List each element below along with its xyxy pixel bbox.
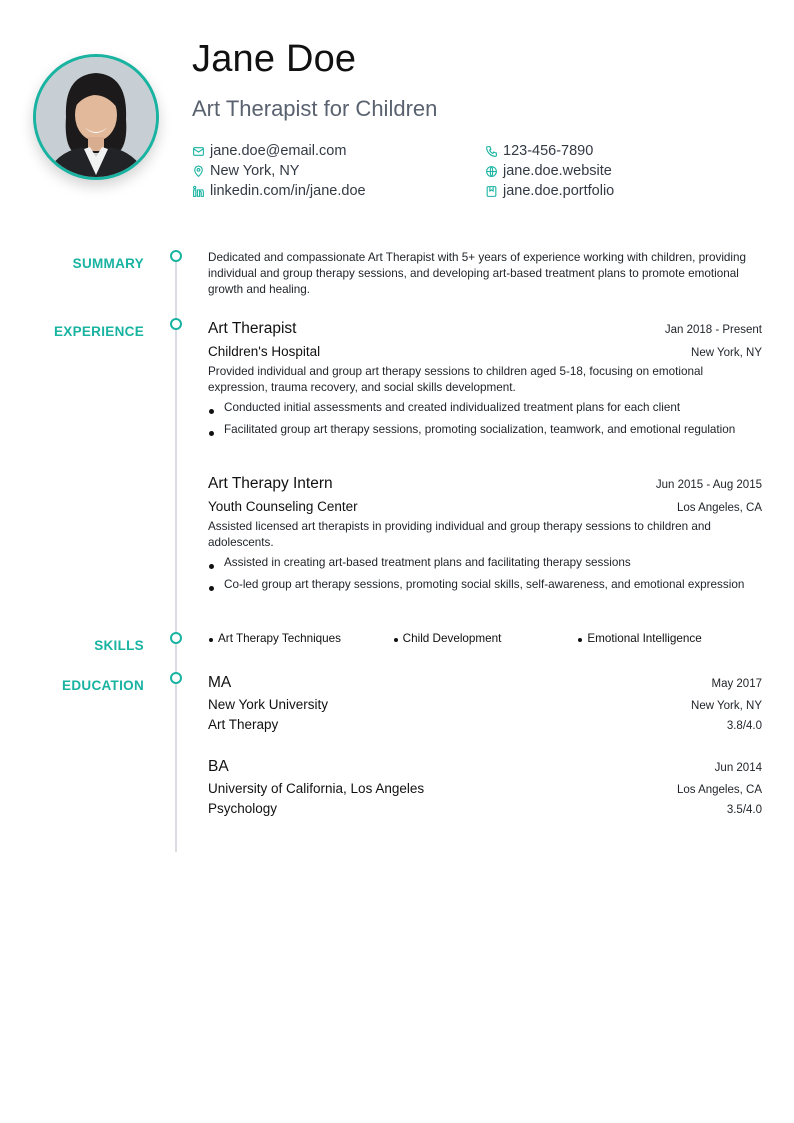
job-bullets — [208, 555, 762, 593]
gpa: 3.5/4.0 — [726, 804, 762, 816]
graduation-date: May 2017 — [711, 678, 762, 690]
contact-email[interactable] — [192, 143, 346, 159]
job-bullet: Facilitated group art therapy sessions, promoting socialization, teamwork, and emotional regulation — [208, 422, 762, 438]
job-location: Los Angeles, CA — [676, 502, 762, 514]
section-label-summary: SUMMARY — [72, 256, 144, 271]
timeline-dot-summary — [170, 250, 182, 262]
portrait-image — [36, 57, 156, 177]
school-location: Los Angeles, CA — [676, 784, 762, 796]
skills-section — [208, 632, 762, 645]
timeline-line — [175, 258, 177, 852]
school-name: New York University — [208, 697, 329, 712]
mail-icon — [192, 145, 205, 158]
portfolio-text: jane.doe.portfolio — [503, 183, 615, 199]
email-text: jane.doe@email.com — [210, 143, 347, 159]
job-bullet: Co-led group art therapy sessions, promoting social skills, self-awareness, and emotional expression — [208, 577, 762, 593]
job-bullet: Conducted initial assessments and created individualized treatment plans for each client — [208, 400, 762, 416]
field-of-study: Art Therapy — [208, 717, 279, 732]
map-pin-icon — [192, 165, 205, 178]
section-label-education: EDUCATION — [62, 678, 144, 693]
skill-item: Art Therapy Techniques — [208, 632, 393, 645]
timeline-dot-experience — [170, 318, 182, 330]
summary-text: Dedicated and compassionate Art Therapist with 5+ years of experience working with children, providing individual and group therapy sessions, and developing art-based treatment plans to promote emotional growth and healing. — [208, 251, 747, 296]
summary-section — [208, 250, 762, 298]
graduation-date: Jun 2014 — [714, 762, 762, 774]
linkedin-text: linkedin.com/in/jane.doe — [210, 183, 366, 199]
degree: MA — [208, 674, 232, 691]
job-description: Assisted licensed art therapists in providing individual and group therapy sessions to children and adolescents. — [208, 520, 711, 549]
company-name: Youth Counseling Center — [208, 499, 358, 514]
section-label-experience: EXPERIENCE — [53, 324, 144, 339]
bookmark-icon — [485, 185, 498, 198]
gpa: 3.8/4.0 — [726, 720, 762, 732]
education-item — [208, 674, 762, 732]
globe-icon — [485, 165, 498, 178]
job-bullet: Assisted in creating art-based treatment plans and facilitating therapy sessions — [208, 555, 762, 571]
contact-portfolio[interactable] — [485, 183, 614, 199]
school-location: New York, NY — [691, 700, 762, 712]
timeline-dot-skills — [170, 632, 182, 644]
education-item — [208, 758, 762, 816]
skill-item: Child Development — [393, 632, 578, 645]
skill-item: Emotional Intelligence — [577, 632, 762, 645]
website-text: jane.doe.website — [503, 163, 612, 179]
profile-photo — [33, 54, 159, 180]
contact-website[interactable] — [485, 163, 612, 179]
candidate-name: Jane Doe — [192, 38, 357, 80]
degree: BA — [208, 758, 229, 775]
job-dates: Jun 2015 - Aug 2015 — [655, 479, 762, 491]
linkedin-icon — [192, 185, 205, 198]
contact-linkedin[interactable] — [192, 183, 366, 199]
contact-location — [192, 163, 299, 179]
location-text: New York, NY — [210, 163, 300, 179]
school-name: University of California, Los Angeles — [208, 781, 425, 796]
job-dates: Jan 2018 - Present — [664, 324, 762, 336]
timeline-dot-education — [170, 672, 182, 684]
job-description: Provided individual and group art therapy sessions to children aged 5-18, focusing on emotional expression, trauma recovery, and social skills development. — [208, 365, 704, 394]
phone-icon — [485, 145, 498, 158]
job-title: Art Therapist — [208, 320, 297, 337]
job-location: New York, NY — [691, 347, 762, 359]
company-name: Children's Hospital — [208, 344, 321, 359]
job-title: Art Therapy Intern — [208, 475, 333, 492]
contact-phone[interactable] — [485, 143, 593, 159]
field-of-study: Psychology — [208, 801, 278, 816]
experience-item — [208, 320, 762, 438]
candidate-title: Art Therapist for Children — [192, 96, 438, 121]
phone-text: 123-456-7890 — [503, 143, 594, 159]
experience-item — [208, 475, 762, 593]
section-label-skills: SKILLS — [94, 638, 144, 653]
job-bullets — [208, 400, 762, 438]
